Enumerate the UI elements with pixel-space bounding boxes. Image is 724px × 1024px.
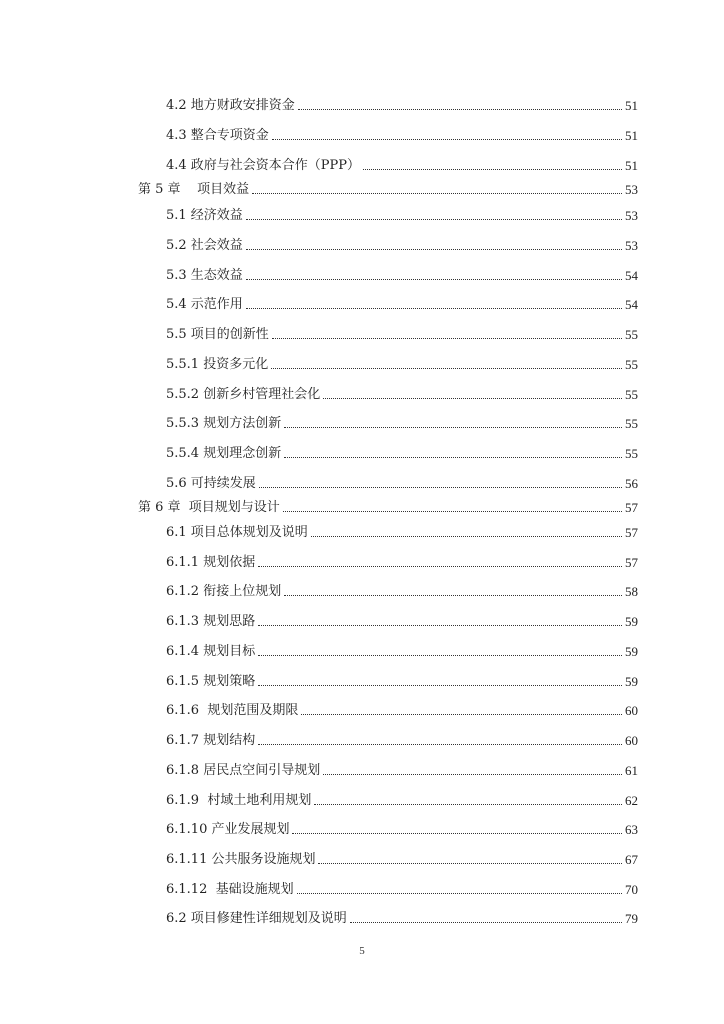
toc-entry-label: 6.1 项目总体规划及说明 — [166, 525, 308, 540]
toc-leader-dots — [323, 398, 622, 399]
toc-entry-label: 5.4 示范作用 — [166, 297, 243, 312]
toc-entry-page: 79 — [625, 911, 638, 926]
toc-chapter-entry[interactable] — [0, 494, 724, 516]
toc-leader-dots — [258, 685, 622, 686]
toc-entry-page: 67 — [625, 852, 638, 867]
toc-entry[interactable] — [0, 202, 724, 224]
toc-entry-label: 5.2 社会效益 — [166, 238, 243, 253]
toc-leader-dots — [259, 487, 622, 488]
toc-entry[interactable] — [0, 232, 724, 254]
toc-entry-page: 59 — [625, 614, 638, 629]
toc-leader-dots — [311, 536, 622, 537]
toc-entry[interactable] — [0, 846, 724, 868]
toc-entry-label: 6.2 项目修建性详细规划及说明 — [166, 911, 347, 926]
toc-entry-label: 5.1 经济效益 — [166, 208, 243, 223]
toc-entry-label: 5.5.3 规划方法创新 — [166, 416, 282, 431]
toc-entry-label: 5.5.4 规划理念创新 — [166, 446, 282, 461]
toc-entry-label: 6.1.1 规划依据 — [166, 555, 256, 570]
page-number: 5 — [359, 945, 365, 957]
toc-entry-label: 6.1.3 规划思路 — [166, 614, 256, 629]
toc-entry-label: 6.1.9 村域土地利用规划 — [166, 793, 312, 808]
toc-entry-label: 5.5 项目的创新性 — [166, 327, 269, 342]
toc-entry[interactable] — [0, 876, 724, 898]
toc-entry[interactable] — [0, 262, 724, 284]
toc-leader-dots — [292, 833, 622, 834]
toc-leader-dots — [246, 249, 622, 250]
toc-entry-label: 4.4 政府与社会资本合作（PPP） — [166, 158, 361, 173]
toc-entry-page: 61 — [625, 763, 638, 778]
toc-entry[interactable] — [0, 697, 724, 719]
toc-entry-page: 57 — [625, 500, 638, 515]
toc-leader-dots — [284, 595, 622, 596]
toc-entry-label: 6.1.4 规划目标 — [166, 644, 256, 659]
toc-entry-label: 6.1.2 衔接上位规划 — [166, 584, 282, 599]
toc-entry-page: 60 — [625, 703, 638, 718]
toc-entry-label: 5.3 生态效益 — [166, 268, 243, 283]
toc-entry-label: 6.1.10 产业发展规划 — [166, 822, 290, 837]
toc-chapter-entry[interactable] — [0, 176, 724, 198]
toc-leader-dots — [246, 308, 622, 309]
toc-entry-label: 5.5.2 创新乡村管理社会化 — [166, 387, 321, 402]
toc-entry-page: 63 — [625, 822, 638, 837]
toc-leader-dots — [297, 893, 622, 894]
toc-entry-page: 70 — [625, 882, 638, 897]
toc-entry[interactable] — [0, 470, 724, 492]
toc-entry-page: 51 — [625, 128, 638, 143]
toc-entry-page: 58 — [625, 584, 638, 599]
toc-entry-page: 51 — [625, 158, 638, 173]
toc-entry[interactable] — [0, 668, 724, 690]
toc-entry-label: 第 5 章 项目效益 — [138, 182, 250, 197]
toc-entry[interactable] — [0, 757, 724, 779]
toc-leader-dots — [284, 457, 622, 458]
toc-leader-dots — [246, 279, 622, 280]
toc-leader-dots — [284, 427, 622, 428]
toc-entry-label: 6.1.8 居民点空间引导规划 — [166, 763, 321, 778]
toc-entry[interactable] — [0, 578, 724, 600]
toc-entry-page: 59 — [625, 644, 638, 659]
toc-entry[interactable] — [0, 440, 724, 462]
toc-entry[interactable] — [0, 152, 724, 174]
toc-leader-dots — [318, 863, 622, 864]
toc-entry-page: 55 — [625, 416, 638, 431]
toc-entry[interactable] — [0, 727, 724, 749]
toc-entry-label: 6.1.6 规划范围及期限 — [166, 703, 299, 718]
toc-leader-dots — [258, 655, 622, 656]
toc-leader-dots — [246, 219, 622, 220]
toc-leader-dots — [258, 625, 622, 626]
toc-leader-dots — [350, 922, 622, 923]
toc-leader-dots — [301, 714, 622, 715]
toc-entry[interactable] — [0, 92, 724, 114]
toc-entry-label: 4.2 地方财政安排资金 — [166, 98, 295, 113]
toc-entry-label: 6.1.11 公共服务设施规划 — [166, 852, 316, 867]
toc-entry-label: 4.3 整合专项资金 — [166, 128, 269, 143]
toc-entry-label: 第 6 章 项目规划与设计 — [138, 500, 280, 515]
toc-leader-dots — [272, 139, 622, 140]
toc-leader-dots — [298, 109, 622, 110]
toc-entry-page: 57 — [625, 555, 638, 570]
toc-leader-dots — [252, 193, 622, 194]
toc-entry[interactable] — [0, 122, 724, 144]
toc-entry[interactable] — [0, 519, 724, 541]
toc-leader-dots — [258, 566, 622, 567]
toc-entry-label: 5.6 可持续发展 — [166, 476, 256, 491]
toc-entry-page: 55 — [625, 446, 638, 461]
toc-entry-page: 55 — [625, 357, 638, 372]
toc-leader-dots — [271, 368, 622, 369]
toc-entry[interactable] — [0, 905, 724, 927]
toc-entry-label: 6.1.5 规划策略 — [166, 674, 256, 689]
toc-entry[interactable] — [0, 351, 724, 373]
toc-entry-page: 51 — [625, 98, 638, 113]
toc-entry-label: 6.1.12 基础设施规划 — [166, 882, 294, 897]
toc-entry-page: 54 — [625, 297, 638, 312]
toc-leader-dots — [314, 804, 622, 805]
toc-entry[interactable] — [0, 608, 724, 630]
toc-entry[interactable] — [0, 816, 724, 838]
toc-entry-page: 53 — [625, 182, 638, 197]
toc-entry[interactable] — [0, 638, 724, 660]
toc-entry-page: 53 — [625, 238, 638, 253]
toc-leader-dots — [258, 744, 622, 745]
toc-entry-page: 57 — [625, 525, 638, 540]
toc-leader-dots — [283, 511, 622, 512]
toc-entry[interactable] — [0, 291, 724, 313]
toc-entry[interactable] — [0, 410, 724, 432]
toc-entry-page: 56 — [625, 476, 638, 491]
toc-leader-dots — [272, 338, 622, 339]
toc-entry-page: 59 — [625, 674, 638, 689]
toc-entry-label: 6.1.7 规划结构 — [166, 733, 256, 748]
toc-entry-page: 60 — [625, 733, 638, 748]
toc-entry-page: 55 — [625, 387, 638, 402]
toc-entry-page: 53 — [625, 208, 638, 223]
toc-entry[interactable] — [0, 787, 724, 809]
toc-entry[interactable] — [0, 381, 724, 403]
toc-entry[interactable] — [0, 549, 724, 571]
toc-entry-page: 54 — [625, 268, 638, 283]
toc-leader-dots — [323, 774, 622, 775]
toc-entry-page: 55 — [625, 327, 638, 342]
toc-entry-page: 62 — [625, 793, 638, 808]
toc-entry[interactable] — [0, 321, 724, 343]
toc-leader-dots — [363, 169, 622, 170]
toc-entry-label: 5.5.1 投资多元化 — [166, 357, 269, 372]
